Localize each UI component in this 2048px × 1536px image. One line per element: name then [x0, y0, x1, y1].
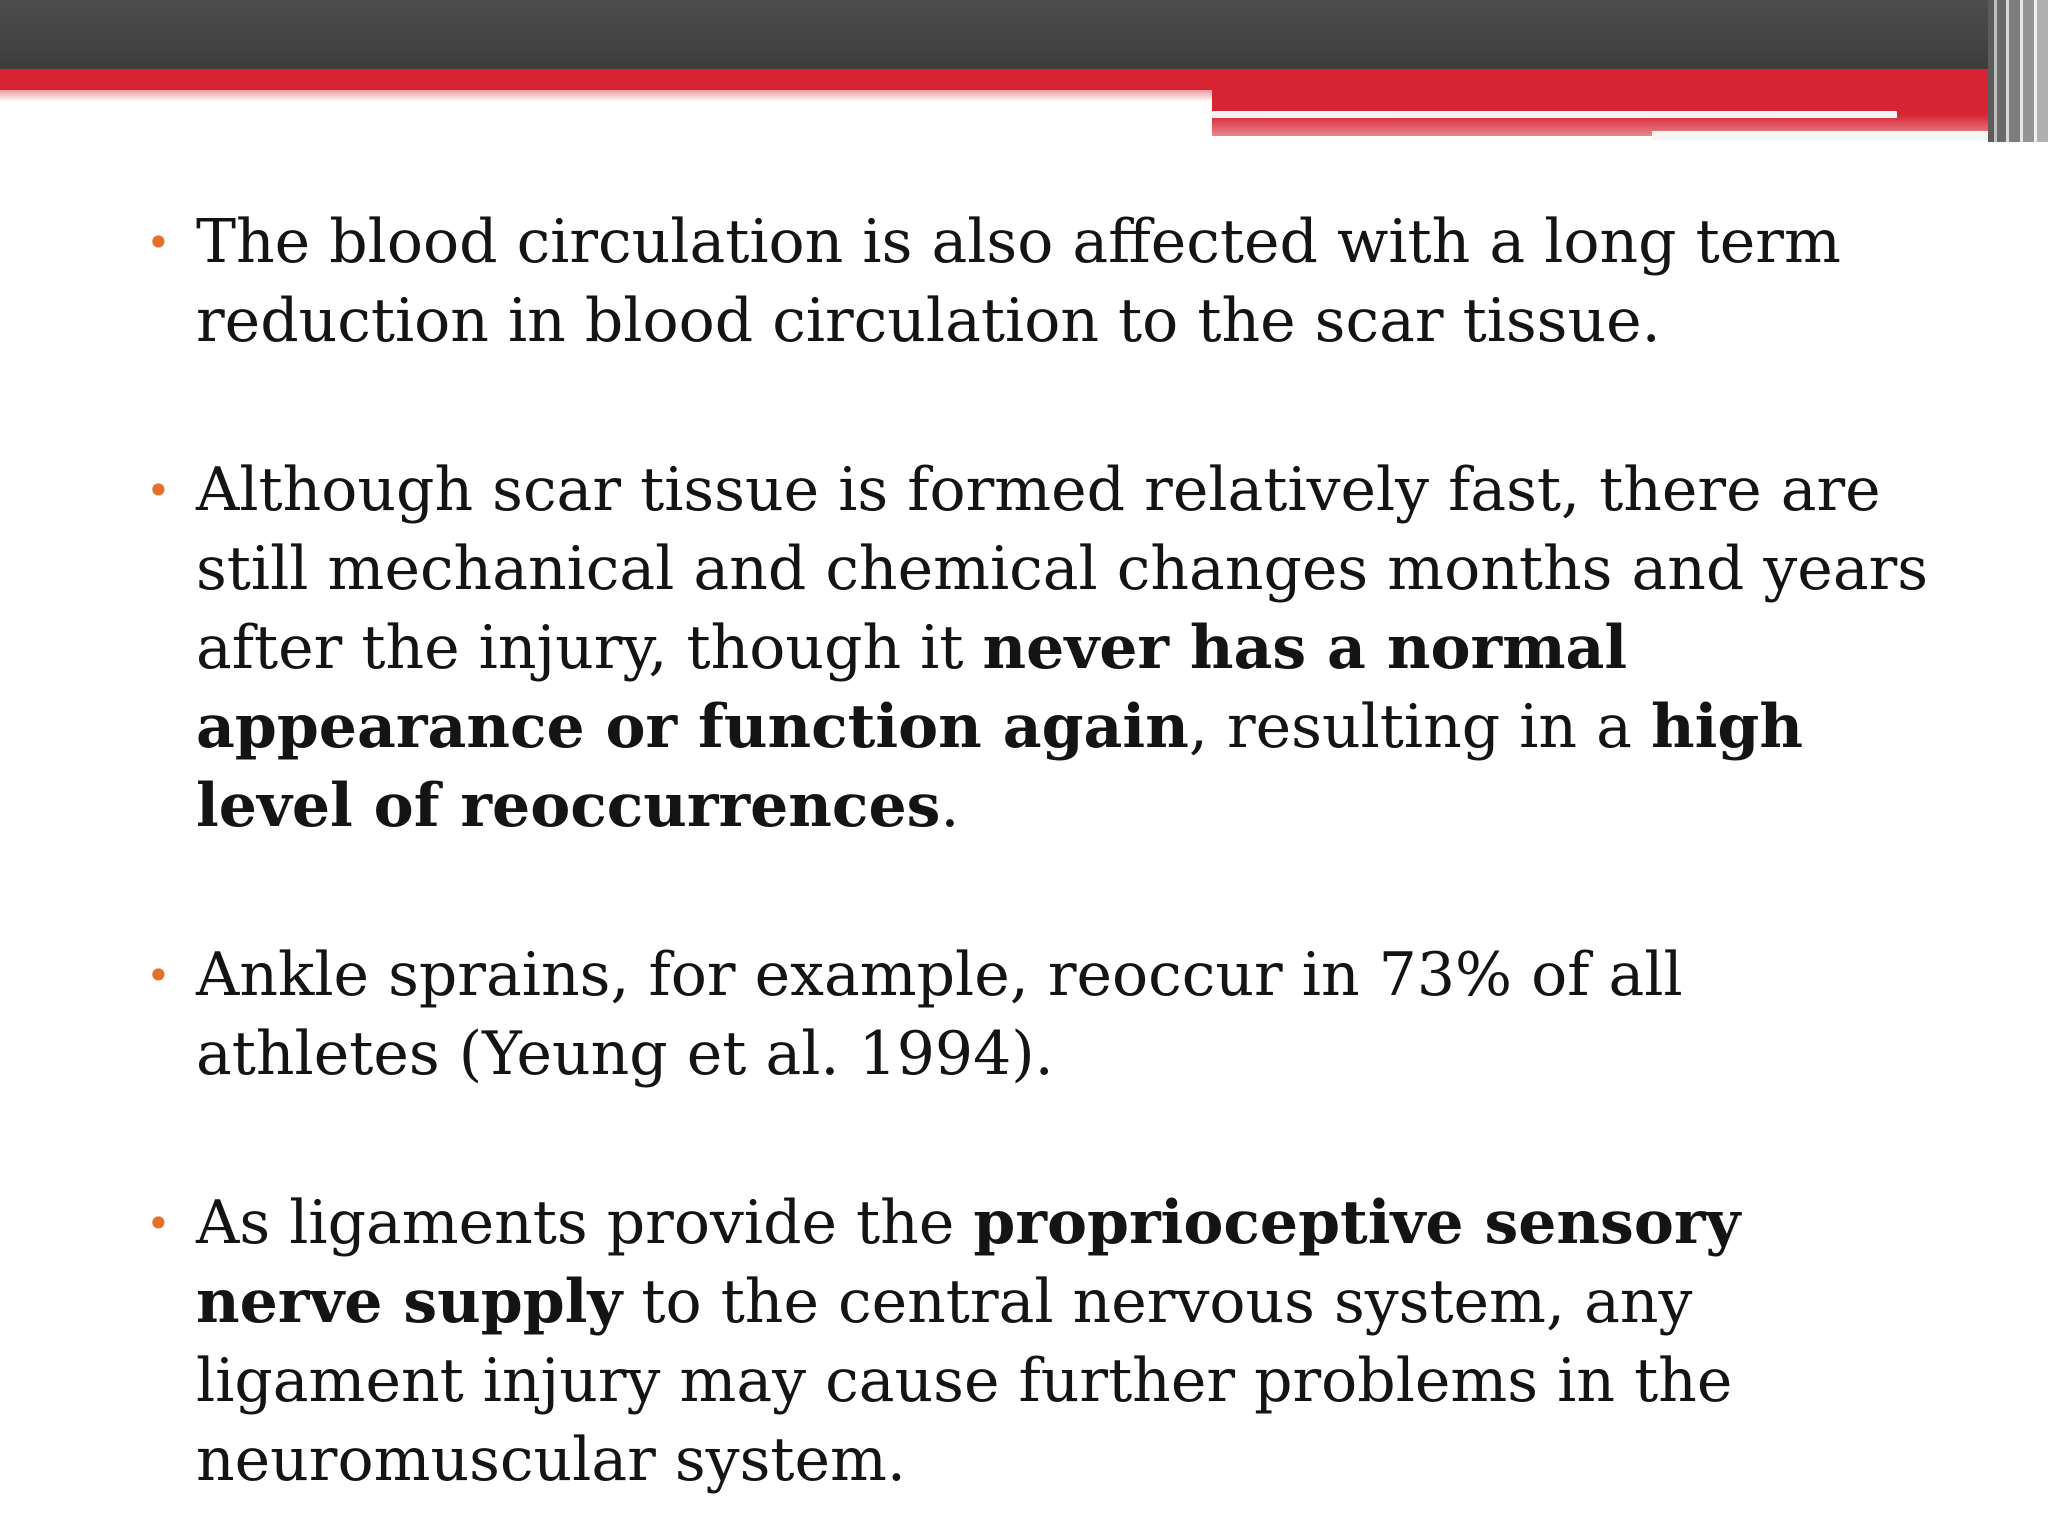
emphasis-text: never has a normal appearance or function again: [196, 613, 1628, 762]
bullet-text: to the central nervous system, any ligament injury may cause further problems in the neuromuscular system.: [196, 1267, 1733, 1495]
bullet-item-scar-tissue: [146, 451, 1936, 846]
bullet-text: Although scar tissue is formed relatively fast, there are still mechanical and chemical changes months and years after the injury, though it: [196, 455, 1929, 683]
bullet-text: As ligaments provide the: [196, 1188, 974, 1258]
bullet-item-ligaments: [146, 1184, 1936, 1500]
bullet-icon: •: [146, 218, 171, 267]
bullet-item-ankle-sprains: [146, 936, 1936, 1094]
slide-body: [146, 203, 1936, 1500]
bullet-text: Ankle sprains, for example, reoccur in 73% of all athletes (Yeung et al. 1994).: [196, 940, 1683, 1089]
bullet-text: The blood circulation is also affected with a long term reduction in blood circulation to the scar tissue.: [196, 207, 1841, 356]
bullet-icon: •: [146, 1199, 171, 1248]
header-band: [0, 0, 2048, 69]
header-accent-line: [1212, 111, 1897, 118]
bullet-text: .: [940, 771, 960, 841]
header-red-stripe: [0, 69, 2048, 90]
emphasis-text: high level of reoccurrences: [196, 692, 1803, 841]
bullet-item-blood-circulation: [146, 203, 1936, 361]
header-edge-bars: [1988, 0, 2048, 142]
bullet-text: , resulting in a: [1188, 692, 1651, 762]
header-accent-line-lower: [1652, 131, 2012, 140]
bullet-icon: •: [146, 951, 171, 1000]
bullet-icon: •: [146, 466, 171, 515]
emphasis-text: proprioceptive sensory nerve supply: [196, 1188, 1741, 1337]
